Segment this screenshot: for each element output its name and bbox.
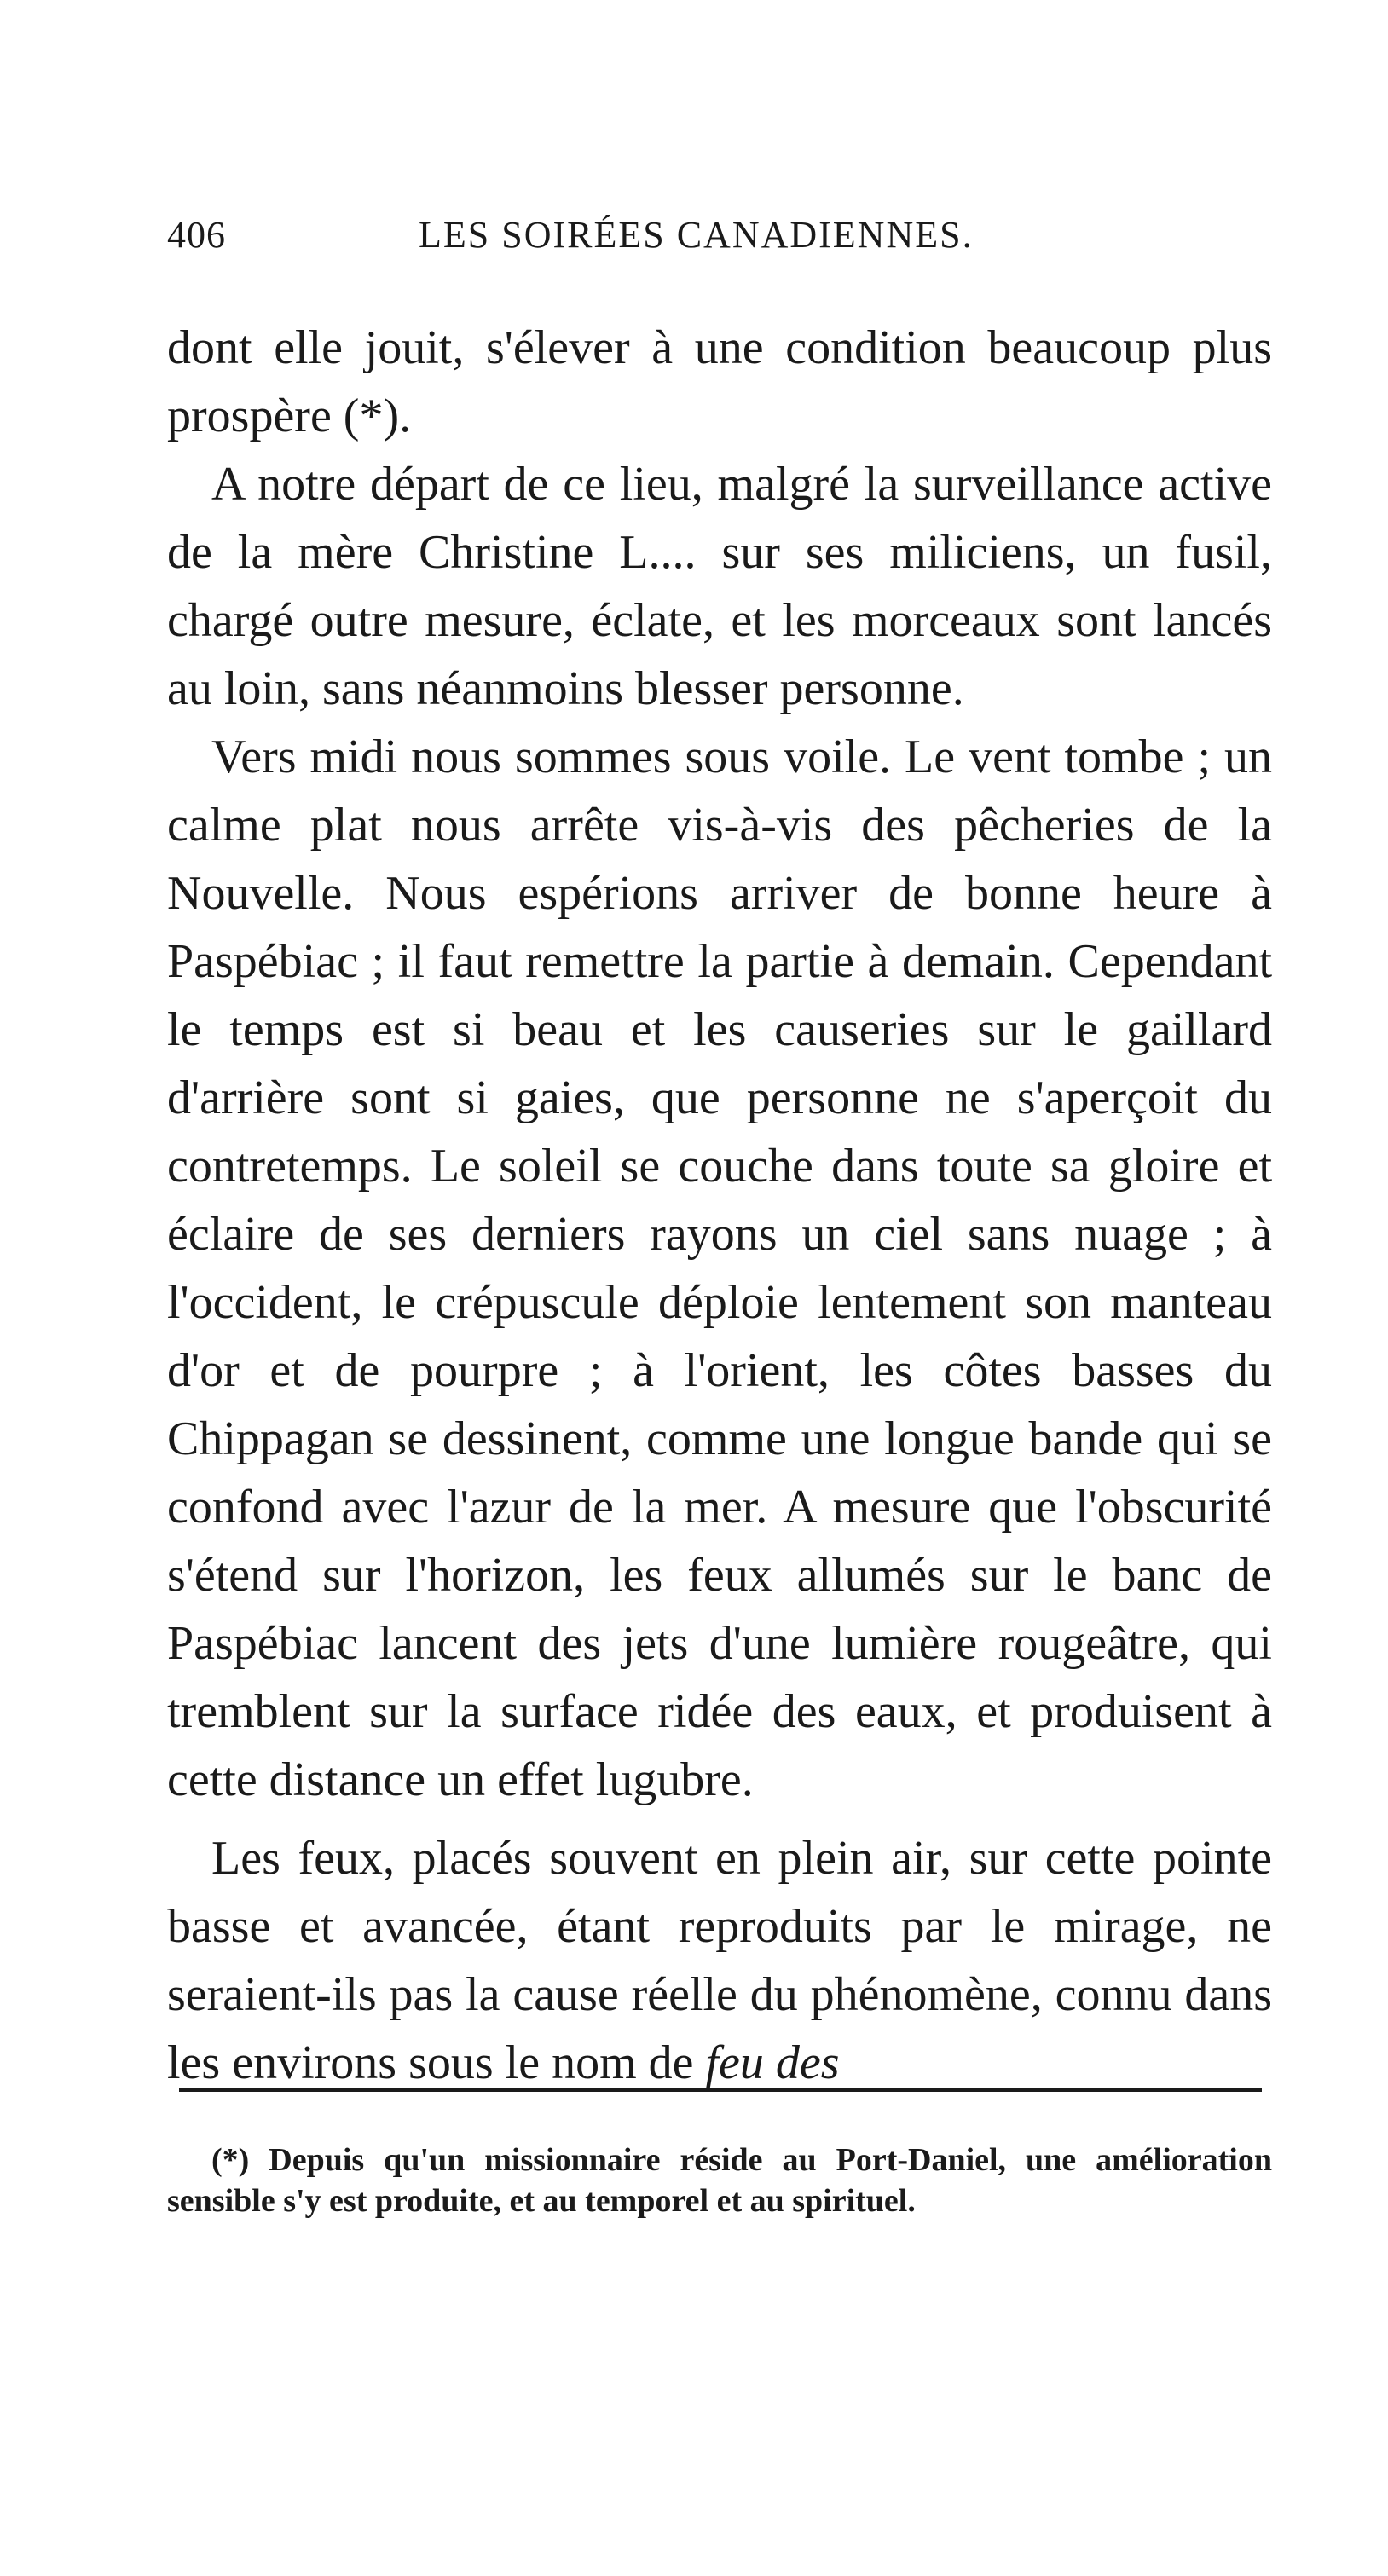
paragraph-feux (167, 1824, 1272, 2097)
page-number: 406 (167, 214, 226, 256)
paragraph-continued: dont elle jouit, s'élever à une condition beaucoup plus prospère (*). (167, 321, 1272, 442)
paragraph-feux-italic: feu des (705, 2036, 840, 2089)
paragraph-depart: A notre départ de ce lieu, malgré la surveillance active de la mère Christine L.... sur ses miliciens, un fusil, chargé outre mesure, éclate, et les morceaux sont lancés au loin, sans néanmoins blesser personne. (167, 458, 1272, 715)
running-head (167, 213, 1267, 264)
paragraph-feux-text: Les feux, placés souvent en plein air, sur cette pointe basse et avancée, étant reproduits par le mirage, ne seraient-ils pas la cause réelle du phénomène, connu dans les environs sous le nom de (167, 1832, 1272, 2089)
footnote-text: (*) Depuis qu'un missionnaire réside au Port-Daniel, une amélioration sensible s'y est produite, et au temporel et au spirituel. (167, 2142, 1272, 2219)
footnote-divider (179, 2088, 1262, 2092)
running-title: LES SOIRÉES CANADIENNES. (419, 214, 974, 256)
body-text (167, 314, 1272, 2097)
paragraph-voyage: Vers midi nous sommes sous voile. Le vent tombe ; un calme plat nous arrête vis-à-vis des pêcheries de la Nouvelle. Nous espérions arriver de bonne heure à Paspébiac ; il faut remettre la partie à demain. Cependant le temps est si beau et les causeries sur le gaillard d'arrière sont si gaies, que personne ne s'aperçoit du contretemps. Le soleil se couche dans toute sa gloire et éclaire de ses derniers rayons un ciel sans nuage ; à l'occident, le crépuscule déploie lentement son manteau d'or et de pourpre ; à l'orient, les côtes basses du Chippagan se dessinent, comme une longue bande qui se confond avec l'azur de la mer. A mesure que l'obscurité s'étend sur l'horizon, les feux allumés sur le banc de Paspébiac lancent des jets d'une lumière rougeâtre, qui tremblent sur la surface ridée des eaux, et produisent à cette distance un effet lugubre. (167, 731, 1272, 1806)
footnote (167, 2140, 1272, 2221)
